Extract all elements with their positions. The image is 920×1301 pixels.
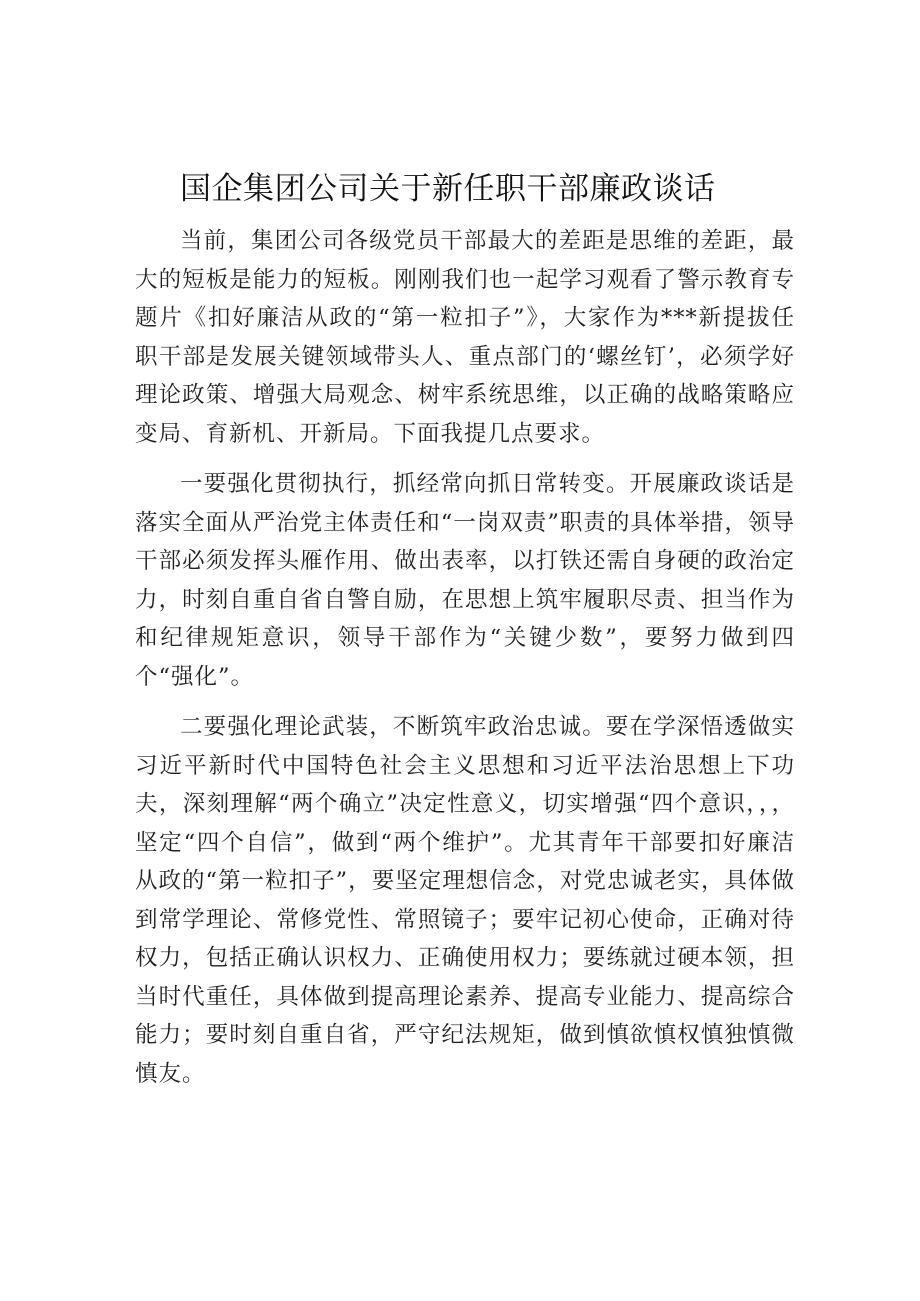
paragraph-requirement-two: 二要强化理论武装，不断筑牢政治忠诚。要在学深悟透做实习近平新时代中国特色社会主义思想和习近平法治思想上下功夫，深刻理解“两个确立”决定性意义，切实增强“四个意识，，，坚定“四个自信”，做到“两个维护”。尤其青年干部要扣好廉洁从政的“第一粒扣子”，要坚定理想信念，对党忠诚老实，具体做到常学理论、常修党性、常照镜子；要牢记初心使命，正确对待权力，包括正确认识权力、正确使用权力；要练就过硬本领，担当时代重任，具体做到提高理论素养、提高专业能力、提高综合能力；要时刻自重自省，严守纪法规矩，做到慎欲慎权慎独慎微慎友。 <box>135 714 795 1087</box>
document-body <box>135 222 795 1105</box>
paragraph-intro: 当前，集团公司各级党员干部最大的差距是思维的差距，最大的短板是能力的短板。刚刚我们也一起学习观看了警示教育专题片《扣好廉洁从政的“第一粒扣子”》，大家作为***新提拔任职干部是发展关键领域带头人、重点部门的‘螺丝钉’，必须学好理论政策、增强大局观念、树牢系统思维，以正确的战略策略应变局、育新机、开新局。下面我提几点要求。 <box>135 228 795 447</box>
paragraph-requirement-one: 一要强化贯彻执行，抓经常向抓日常转变。开展廉政谈话是落实全面从严治党主体责任和“一岗双责”职责的具体举措，领导干部必须发挥头雁作用、做出表率，以打铁还需自身硬的政治定力，时刻自重自省自警自励，在思想上筑牢履职尽责、担当作为和纪律规矩意识，领导干部作为“关键少数”，要努力做到四个“强化”。 <box>135 471 795 690</box>
document-title: 国企集团公司关于新任职干部廉政谈话 <box>180 171 716 207</box>
